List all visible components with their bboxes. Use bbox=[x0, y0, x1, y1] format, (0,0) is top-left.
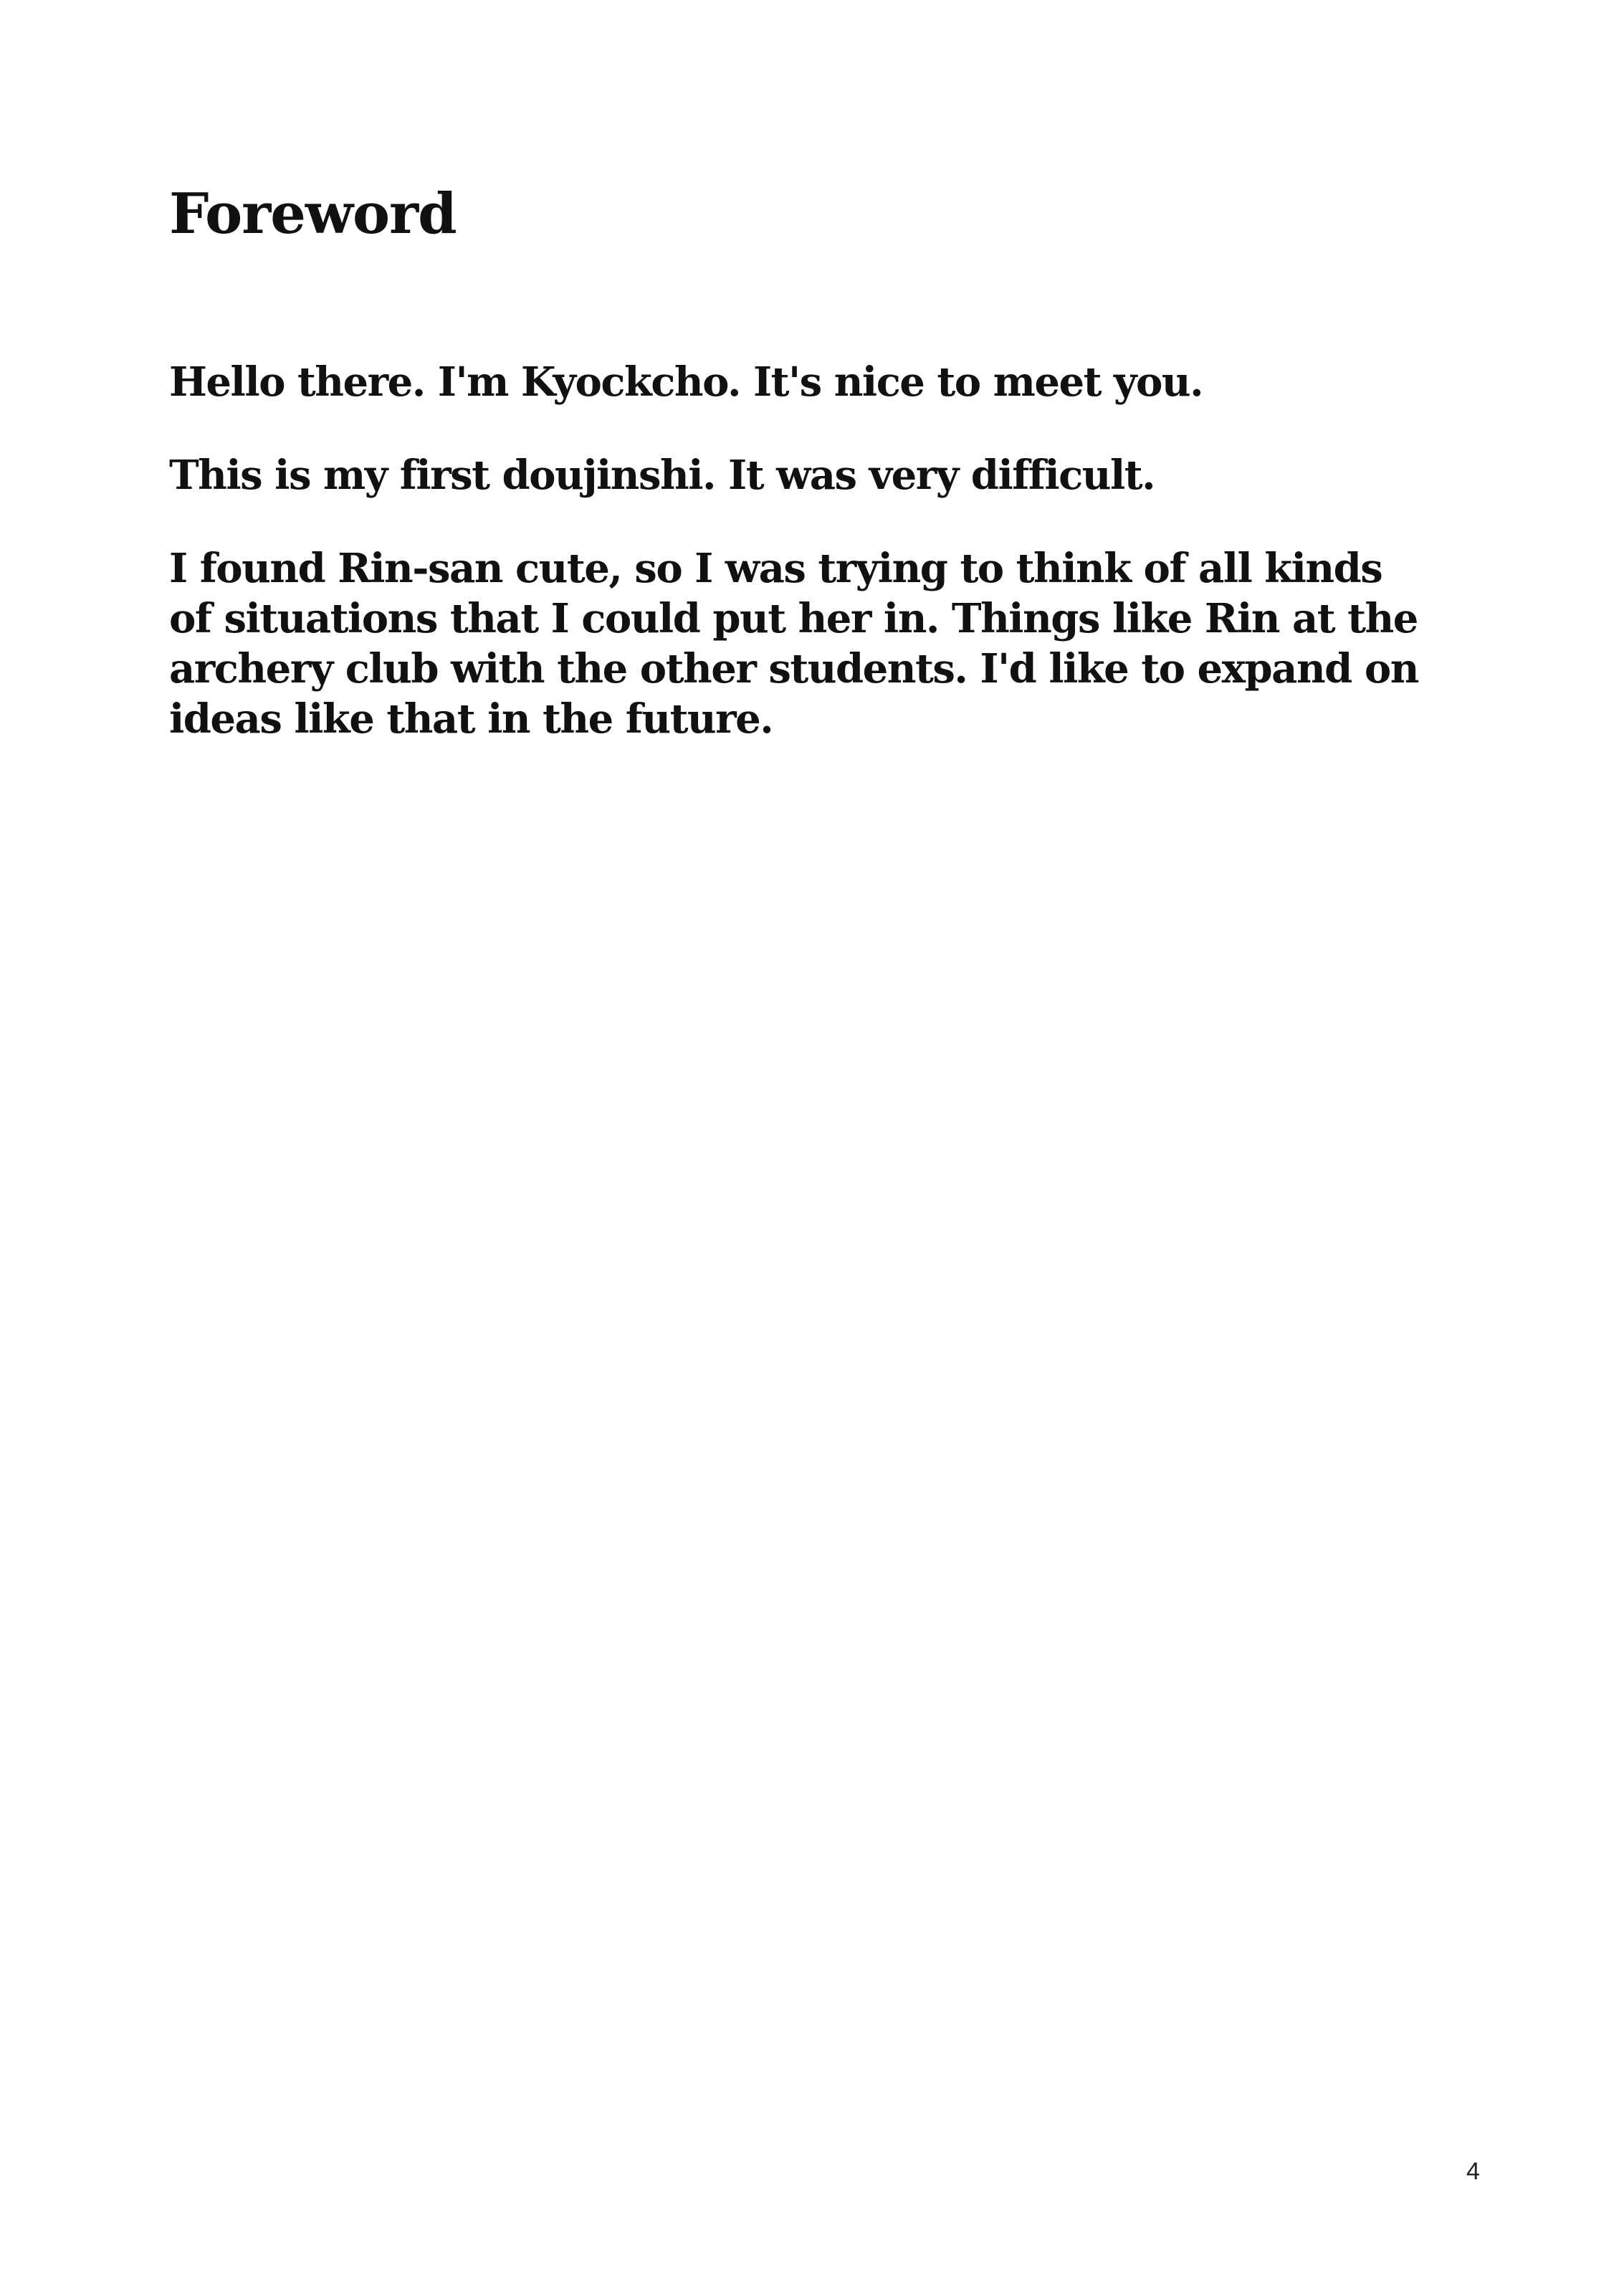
page-number: 4 bbox=[1466, 2158, 1480, 2185]
paragraph-greeting: Hello there. I'm Kyockcho. It's nice to meet you. bbox=[169, 358, 1203, 406]
paragraph-first-doujinshi: This is my first doujinshi. It was very difficult. bbox=[169, 452, 1155, 499]
foreword-body bbox=[169, 357, 1430, 787]
page-title: Foreword bbox=[169, 181, 457, 247]
paragraph-rin-ideas: I found Rin-san cute, so I was trying to think of all kinds of situations that I could put her in. Things like Rin at the archery club with the other students. I'd like to expand on ideas like that in the future. bbox=[169, 545, 1418, 743]
